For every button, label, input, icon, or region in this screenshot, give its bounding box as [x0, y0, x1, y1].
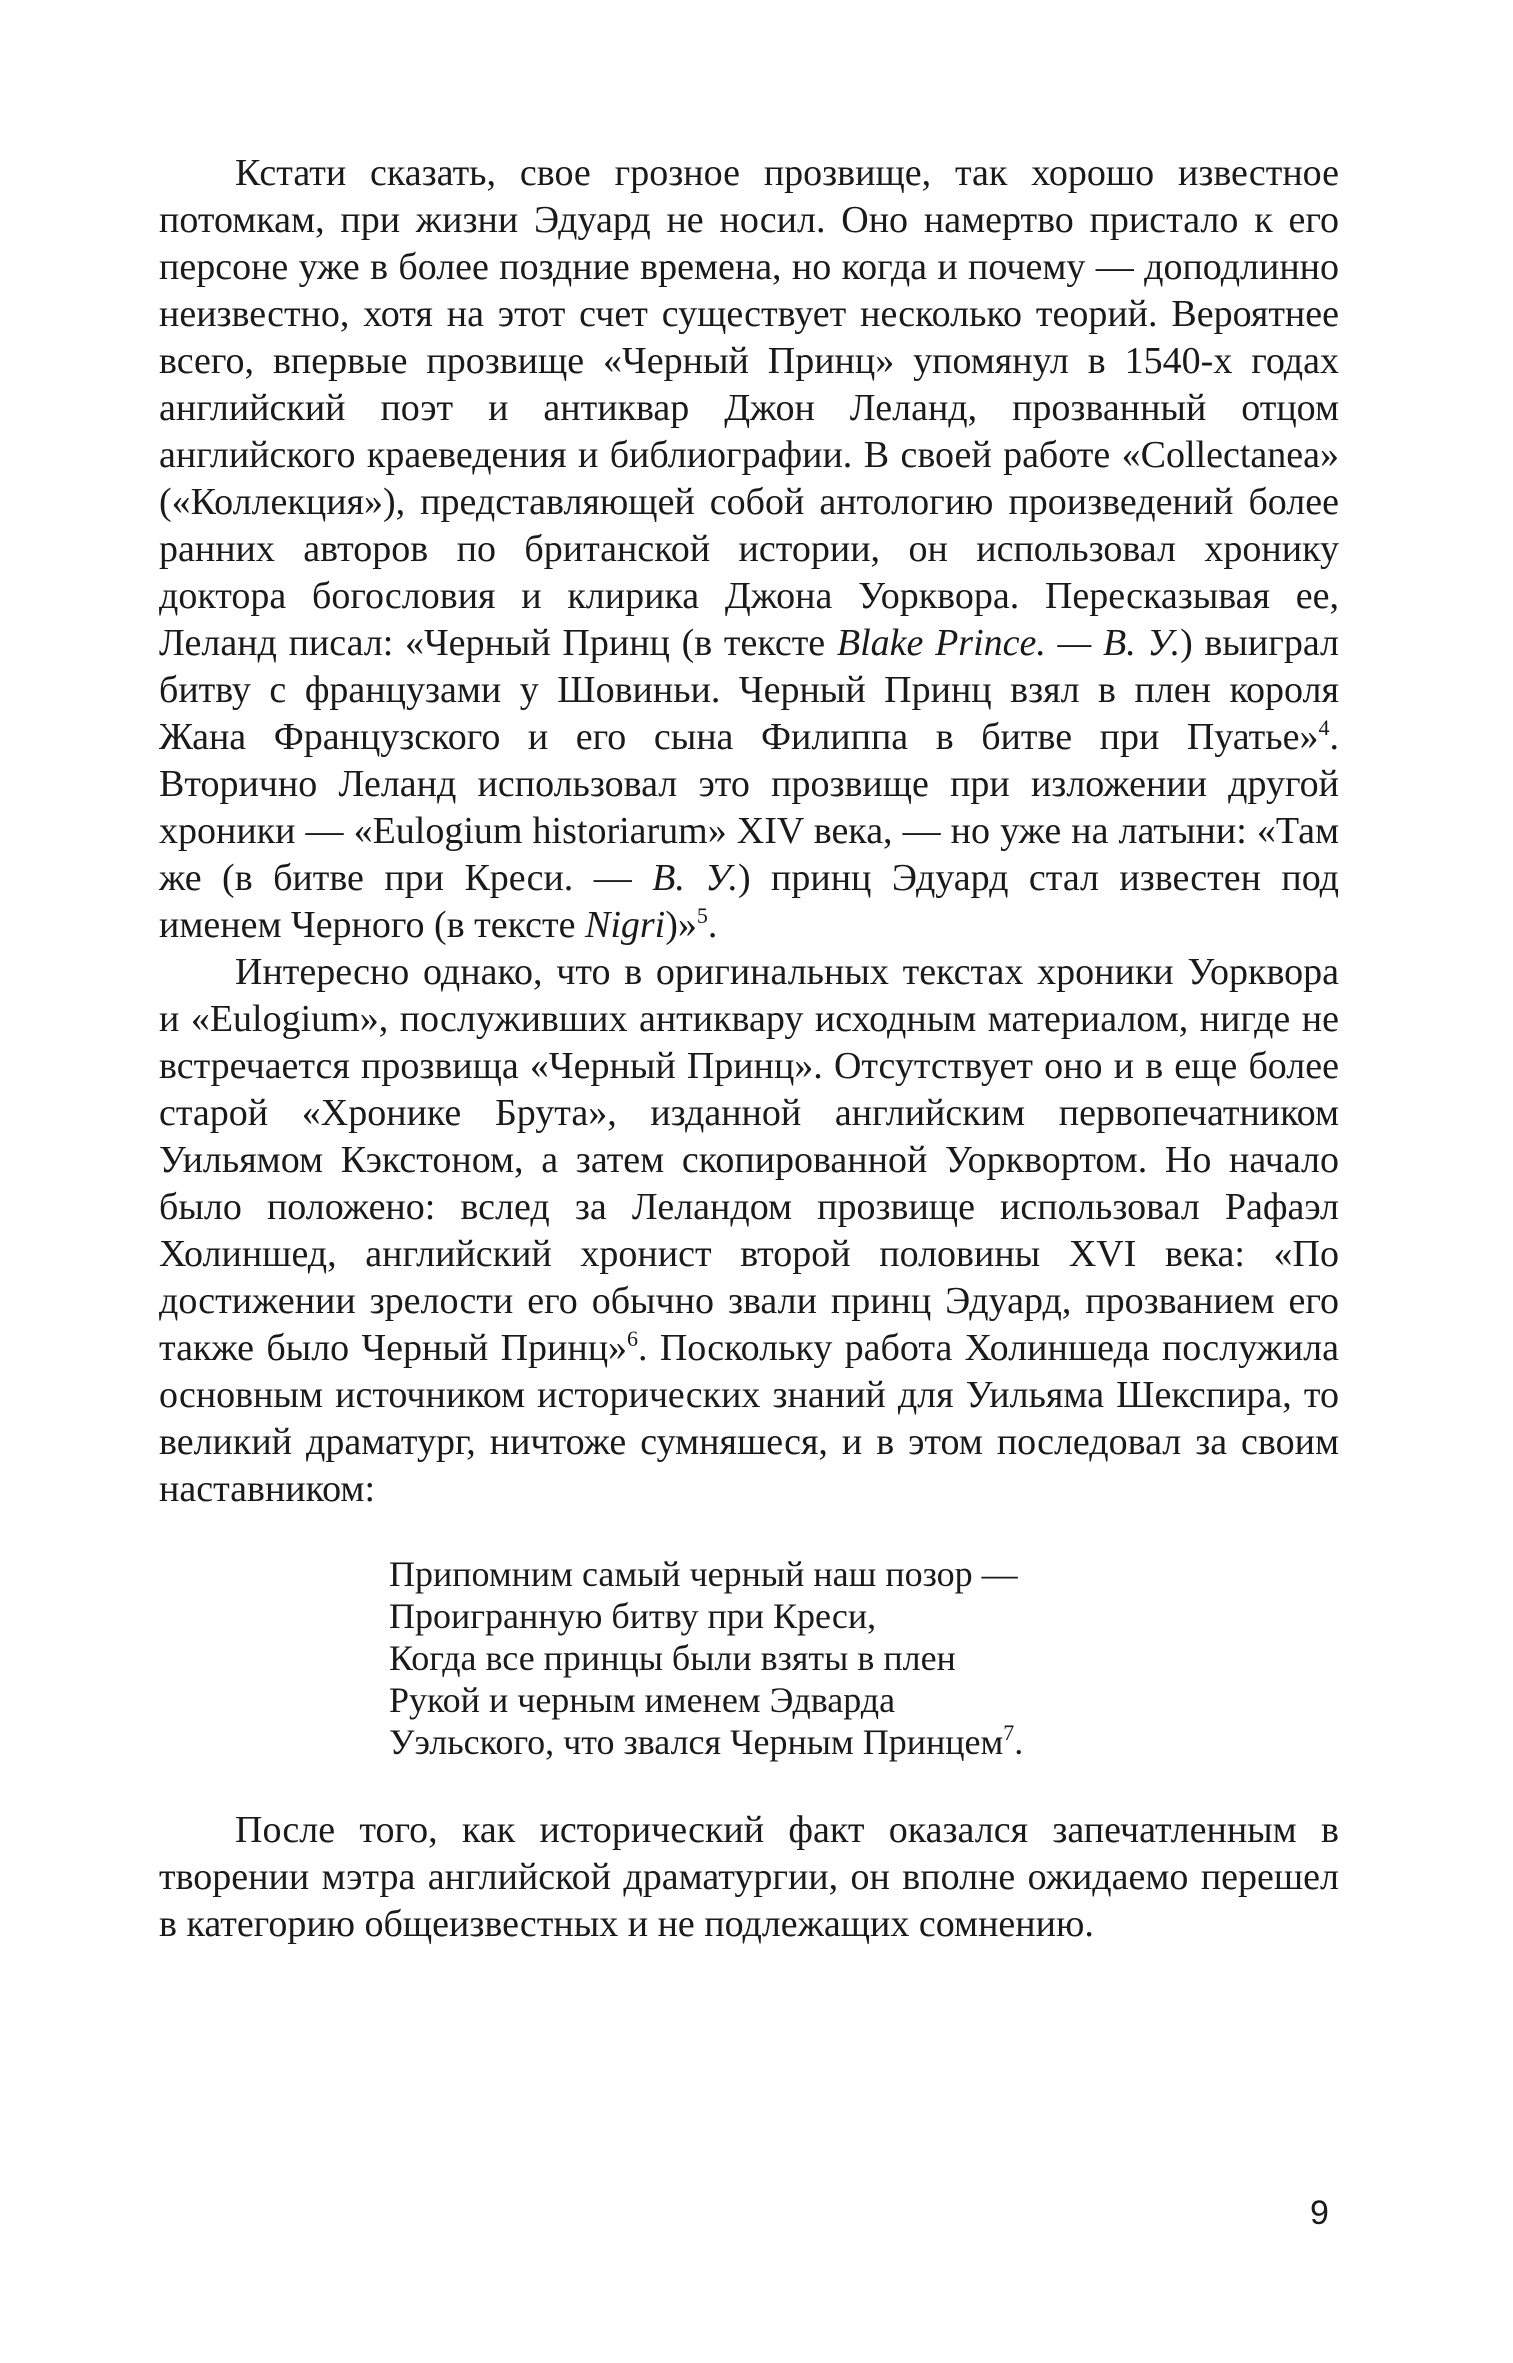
italic-text: Nigri	[584, 904, 666, 946]
paragraph-1	[159, 150, 1339, 949]
italic-text: Blake Prince. — В. У.	[836, 622, 1181, 664]
closing-paragraph: После того, как исторический факт оказался запечатленным в творении мэтра английской драматургии, он вполне ожидаемо перешел в категорию общеизвестных и не подлежащих сомнению.	[159, 1809, 1339, 1945]
text-run: . Поскольку работа Холиншеда послужила основным источником исторических знаний для Уильяма Шекспира, то великий драматург, ничтоже сумняшеся, и в этом последовал за своим наставником:	[159, 1327, 1339, 1510]
verse-line-last	[389, 1721, 1339, 1763]
text-run: Интересно однако, что в оригинальных текстах хроники Уорквора и «Eulogium», послуживших антиквару исходным материалом, нигде не встречается прозвища «Черный Принц». Отсутствует оно и в еще более старой «Хронике Брута», изданной английским первопечатником Уильямом Кэкстоном, а затем скопированной Уорквортом. Но начало было положено: вслед за Леландом прозвище использовал Рафаэл Холиншед, английский хронист второй половины XVI века: «По достижении зрелости его обычно звали принц Эдуард, прозванием его также было Черный Принц»	[159, 951, 1339, 1369]
verse-quote	[389, 1553, 1339, 1763]
verse-line: Проигранную битву при Креси,	[389, 1596, 877, 1636]
verse-line: Рукой и черным именем Эдварда	[389, 1680, 896, 1720]
footnote-marker: 6	[627, 1326, 639, 1351]
footnote-marker: 7	[1003, 1720, 1015, 1745]
verse-line-end: .	[1014, 1722, 1024, 1762]
text-run: . Вторично Леланд использовал это прозвище при изложении другой хроники — «Eulogium historiarum» XIV века, — но уже на латыни: «Там же (в битве при Креси. —	[159, 716, 1339, 899]
text-run: ) выиграл битву с французами у Шовиньи. Черный Принц взял в плен короля Жана Французского и его сына Филиппа в битве при Пуатье»	[159, 622, 1339, 758]
verse-line-text: Уэльского, что звался Черным Принцем	[389, 1722, 1004, 1762]
footnote-marker: 4	[1318, 715, 1330, 740]
text-run: ) принц Эдуард стал известен под именем Черного (в тексте	[159, 857, 1339, 946]
page-number: 9	[1310, 2194, 1329, 2232]
page-body	[159, 150, 1339, 1948]
italic-text: В. У.	[652, 857, 738, 899]
text-run: .	[707, 904, 718, 946]
verse-line: Когда все принцы были взяты в плен	[389, 1638, 956, 1678]
text-run: )»	[665, 904, 697, 946]
text-run: Кстати сказать, свое грозное прозвище, так хорошо известное потомкам, при жизни Эдуард не носил. Оно намертво пристало к его персоне уже в более поздние времена, но когда и почему — доподлинно неизвестно, хотя на этот счет существует несколько теорий. Вероятнее всего, впервые прозвище «Черный Принц» упомянул в 1540-х годах английский поэт и антиквар Джон Леланд, прозванный отцом английского краеведения и библиографии. В своей работе «Collectanea» («Коллекция»), представляющей собой антологию произведений более ранних авторов по британской истории, он использовал хронику доктора богословия и клирика Джона Уорквора. Пересказывая ее, Леланд писал: «Черный Принц (в тексте	[159, 152, 1339, 664]
paragraph-2	[159, 949, 1339, 1513]
verse-line: Припомним самый черный наш позор —	[389, 1554, 1018, 1594]
footnote-marker: 5	[696, 903, 708, 928]
